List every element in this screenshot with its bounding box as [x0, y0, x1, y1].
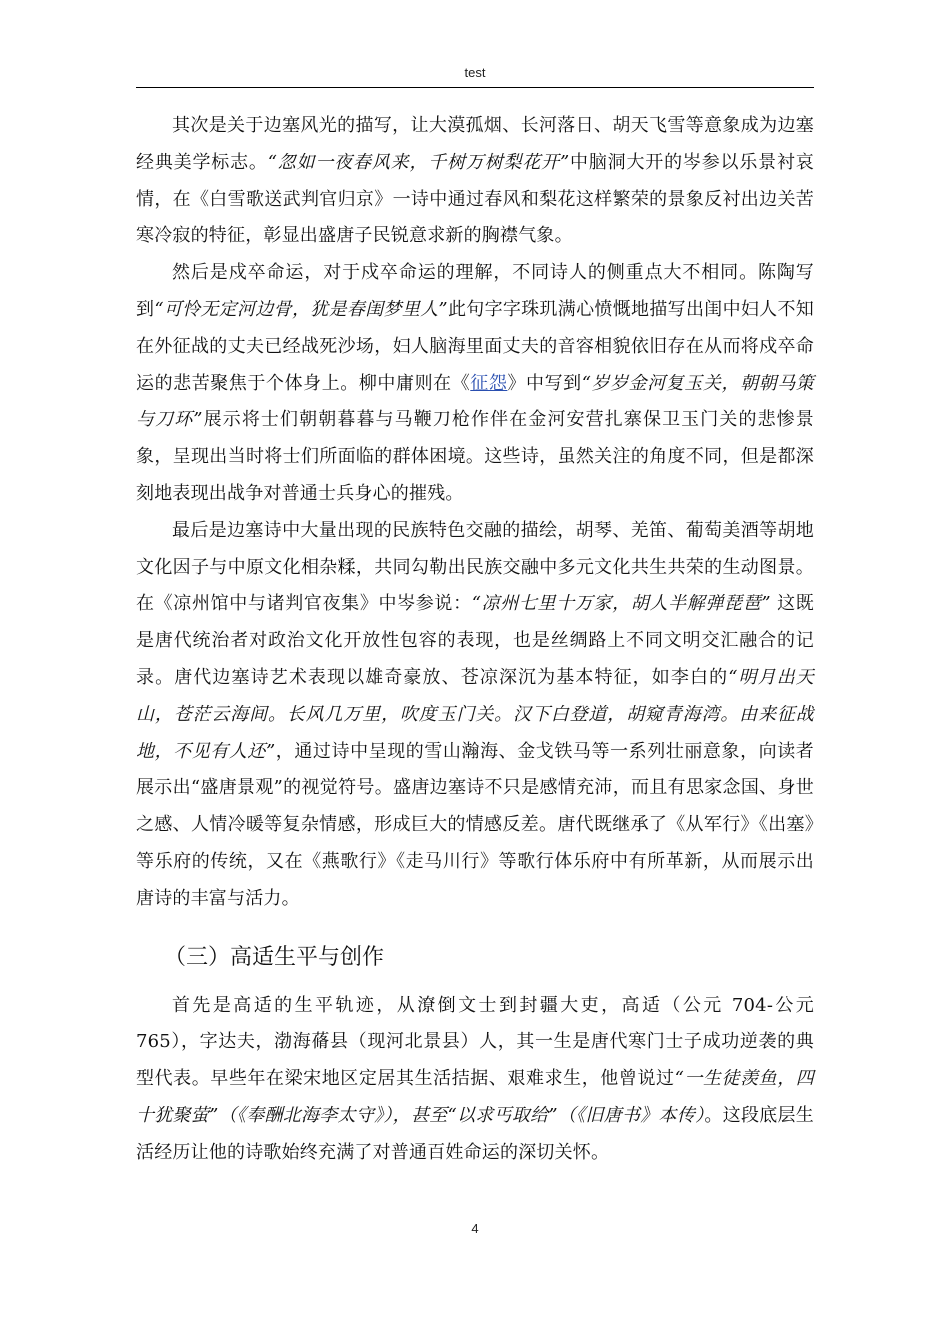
- paragraph-frontier-scenery: [136, 108, 814, 255]
- header-divider: [136, 87, 814, 88]
- paragraph-text: ，通过诗中呈现的雪山瀚海、金戈铁马等一系列壮丽意象，向读者展示出“盛唐景观”的视觉符号。盛唐边塞诗不只是感情充沛，而且有思家念国、身世之感、人情冷暖等复杂情感，形成巨大的情感反差。唐代既继承了《从军行》《出塞》等乐府的传统，又在《燕歌行》《走马川行》等歌行体乐府中有所革新，从而展示出唐诗的丰富与活力。: [136, 740, 814, 909]
- page-number: 4: [471, 1221, 479, 1236]
- paragraph-text: 然后是戍卒命运，对于戍卒命运的理解，不同诗人的侧重点大不相同。陈陶写到: [136, 262, 814, 320]
- paragraph-text: 首先是高适的生平轨迹，从潦倒文士到封疆大吏，高适（公元 704-公元 765），字达夫，渤海蓨县（现河北景县）人，其一生是唐代寒门士子成功逆袭的典型代表。早些年在梁宋地区定居其生活拮据、艰难求生，他曾说过: [136, 994, 814, 1090]
- paragraph-gaoshi-biography: [136, 988, 814, 1172]
- poem-quote: “岁岁金河复玉关，朝朝马策与刀环”: [136, 372, 814, 431]
- paragraph-text: 展示将士们朝朝暮暮与马鞭刀枪作伴在金河安营扎寨保卫玉门关的悲惨景象，呈现出当时将士们所面临的群体困境。这些诗，虽然关注的角度不同，但是都深刻地表现出战争对普通士兵身心的摧残。: [136, 409, 814, 504]
- paragraph-text: 》中写到: [507, 372, 582, 394]
- poem-quote: “可怜无定河边骨，犹是春闺梦里人”: [154, 298, 448, 320]
- poem-link-zhengyuan[interactable]: 征怨: [470, 372, 508, 394]
- paragraph-text: 。这段底层生活经历让他的诗歌始终充满了对普通百姓命运的深切关怀。: [136, 1104, 815, 1163]
- poem-quote: “明月出天山，苍茫云海间。长风几万里，吹度玉门关。汉下白登道，胡窥青海湾。由来征战地，不见有人还”: [136, 666, 815, 762]
- paragraph-text: 中脑洞大开的岑参以乐景衬哀情，在《白雪歌送武判官归京》一诗中通过春风和梨花这样繁荣的景象反衬出边关苦寒冷寂的特征，彰显出盛唐子民锐意求新的胸襟气象。: [136, 151, 814, 247]
- poem-quote: “一生徒羡鱼，四十犹聚萤”（《奉酬北海李太守》），甚至“以求丐取给”（《旧唐书》本传）: [136, 1068, 814, 1126]
- paragraph-text: 这既是唐代统治者对政治文化开放性包容的表现，也是丝绸路上不同文明交汇融合的记录。唐代边塞诗艺术表现以雄奇豪放、苍凉深沉为基本特征，如李白的: [136, 593, 814, 688]
- paragraph-text: 此句字字珠玑满心愤慨地描写出闺中妇人不知在外征战的丈夫已经战死沙场，妇人脑海里面丈夫的音容相貌依旧存在从而将戍卒命运的悲苦聚焦于个体身上。柳中庸则在《: [136, 298, 814, 394]
- section-heading: （三）高适生平与创作: [164, 944, 385, 970]
- document-body: [136, 108, 814, 1172]
- poem-quote: “凉州七里十万家，胡人半解弹琵琶”: [471, 593, 771, 615]
- paragraph-ethnic-fusion: [136, 513, 814, 918]
- poem-quote: “忽如一夜春风来，千树万树梨花开”: [267, 151, 570, 173]
- paragraph-soldier-fate: [136, 255, 814, 513]
- paragraph-text: 其次是关于边塞风光的描写，让大漠孤烟、长河落日、胡天飞雪等意象成为边塞经典美学标志。: [136, 115, 814, 173]
- paragraph-text: 最后是边塞诗中大量出现的民族特色交融的描绘，胡琴、羌笛、葡萄美酒等胡地文化因子与中原文化相杂糅，共同勾勒出民族交融中多元文化共生共荣的生动图景。在《凉州馆中与诸判官夜集》中岑参说：: [136, 519, 814, 615]
- page-header: test: [464, 65, 486, 80]
